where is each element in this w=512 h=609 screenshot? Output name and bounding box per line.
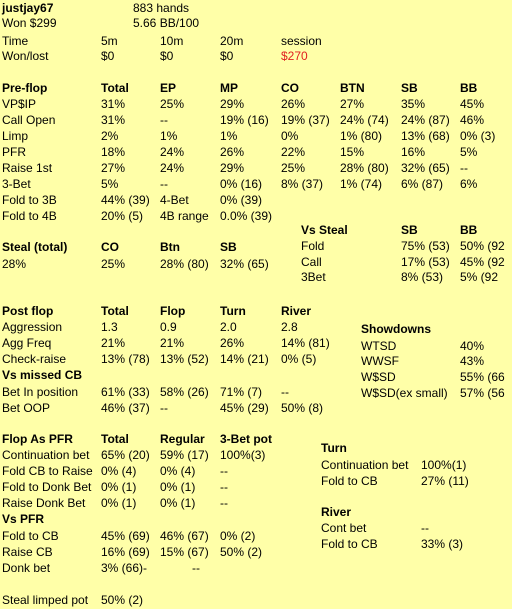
stat-value: 45% xyxy=(460,97,485,111)
stat-value: 28% xyxy=(2,257,27,271)
stat-value: 13% (52) xyxy=(160,352,209,366)
preflop-col-sb: SB xyxy=(401,81,418,95)
stat-label: Bet In position xyxy=(2,385,79,399)
stat-label: Fold xyxy=(301,239,325,253)
stat-value: 65% (20) xyxy=(101,448,150,462)
wonlost-label: Won/lost xyxy=(2,49,49,63)
stat-label: 3Bet xyxy=(301,270,326,284)
stat-value: 61% (33) xyxy=(101,385,150,399)
stat-value: 13% (78) xyxy=(101,352,150,366)
stat-value: 2.0 xyxy=(220,320,237,334)
stat-value: -- xyxy=(421,521,429,535)
postflop-col-turn: Turn xyxy=(220,304,246,318)
steal-col-sb: SB xyxy=(220,240,237,254)
stat-value: 29% xyxy=(220,161,245,175)
stat-value: 40% xyxy=(460,339,485,353)
stat-label: Aggression xyxy=(2,320,63,334)
stat-value: 100%(3) xyxy=(220,448,266,462)
stat-label: W$SD(ex small) xyxy=(361,386,448,400)
stat-value: 0% (3) xyxy=(460,129,496,143)
stat-value: 0% (16) xyxy=(220,177,263,191)
stat-value: 5% xyxy=(101,177,119,191)
stat-label: Agg Freq xyxy=(2,336,52,350)
stat-value: 45% (69) xyxy=(101,529,150,543)
stat-value: 27% xyxy=(101,161,126,175)
stat-label: Raise CB xyxy=(2,545,53,559)
stat-value: 27% xyxy=(340,97,365,111)
time-5m: 5m xyxy=(101,34,118,48)
stat-value: 24% (87) xyxy=(401,113,450,127)
stat-value: 45% (29) xyxy=(220,401,269,415)
preflop-col-bb: BB xyxy=(460,81,478,95)
stat-value: 16% (69) xyxy=(101,545,150,559)
vs-steal-col-sb: SB xyxy=(401,223,418,237)
time-session: session xyxy=(281,34,322,48)
stat-value: 31% xyxy=(101,113,126,127)
stat-value: 24% xyxy=(160,161,185,175)
wonlost-session: $270 xyxy=(281,49,308,63)
stat-value: 26% xyxy=(220,336,245,350)
stat-value: 44% (39) xyxy=(101,193,150,207)
stat-value: 15% xyxy=(340,145,365,159)
stat-value: 0% (1) xyxy=(101,480,137,494)
stat-label: Fold to 3B xyxy=(2,193,57,207)
stat-value: 8% (53) xyxy=(401,270,444,284)
stat-label: 4B range xyxy=(160,209,209,223)
stat-value: 50% (2) xyxy=(220,545,263,559)
stat-value: 14% (81) xyxy=(281,336,330,350)
stat-value: 75% (53) xyxy=(401,239,450,253)
stat-value: -- xyxy=(281,385,289,399)
stat-value: 21% xyxy=(101,336,126,350)
stat-value: 8% (37) xyxy=(281,177,324,191)
stat-value: -- xyxy=(220,464,228,478)
stat-value: 50% (8) xyxy=(281,401,324,415)
stat-label: W$SD xyxy=(361,370,396,384)
stat-label: Raise 1st xyxy=(2,161,53,175)
stat-label: 3-Bet xyxy=(2,177,31,191)
preflop-col-co: CO xyxy=(281,81,299,95)
stat-value: 18% xyxy=(101,145,126,159)
stat-label: Cont bet xyxy=(321,521,367,535)
stat-value: 46% xyxy=(460,113,485,127)
stat-value: 58% (26) xyxy=(160,385,209,399)
postflop-col-flop: Flop xyxy=(160,304,186,318)
stat-value: 14% (21) xyxy=(220,352,269,366)
preflop-col-total: Total xyxy=(101,81,129,95)
stat-value: 1% xyxy=(220,129,238,143)
postflop-col-total: Total xyxy=(101,304,129,318)
preflop-header: Pre-flop xyxy=(2,81,48,95)
river-title: River xyxy=(321,505,352,519)
stat-value: 46% (37) xyxy=(101,401,150,415)
stat-label: Raise Donk Bet xyxy=(2,496,86,510)
stat-value: -- xyxy=(160,401,168,415)
hands-count: 883 hands xyxy=(133,1,190,15)
flop-pfr-col-3bet: 3-Bet pot xyxy=(220,432,272,446)
stat-value: 0% (5) xyxy=(281,352,317,366)
stat-value: 0% (1) xyxy=(101,496,137,510)
stat-value: 27% (11) xyxy=(421,474,469,488)
vs-steal-title: Vs Steal xyxy=(301,223,348,237)
stat-value: 0% (39) xyxy=(220,193,263,207)
stat-value: -- xyxy=(160,113,168,127)
vs-pfr-title: Vs PFR xyxy=(2,512,45,526)
vs-missed-cb-title: Vs missed CB xyxy=(2,368,83,382)
stat-value: 15% (67) xyxy=(160,545,209,559)
stat-value: 46% (67) xyxy=(160,529,209,543)
stat-label: Donk bet xyxy=(2,561,51,575)
stat-label: Fold to 4B xyxy=(2,209,57,223)
stat-value: 0% (2) xyxy=(220,529,256,543)
time-label: Time xyxy=(2,34,29,48)
stat-value: 22% xyxy=(281,145,306,159)
stat-value: 24% (74) xyxy=(340,113,389,127)
stat-value: 55% (66 xyxy=(460,370,505,384)
stat-value: 59% (17) xyxy=(160,448,209,462)
stat-label: Call xyxy=(301,255,322,269)
stat-value: 0% (4) xyxy=(101,464,137,478)
turn-title: Turn xyxy=(321,441,347,455)
stat-value: -- xyxy=(460,161,468,175)
stat-value: 0% (1) xyxy=(160,496,196,510)
stat-value: 35% xyxy=(401,97,426,111)
stat-value: 21% xyxy=(160,336,185,350)
stat-label: Fold to CB xyxy=(321,537,378,551)
stat-value: 6% xyxy=(460,177,478,191)
stat-value: 43% xyxy=(460,354,485,368)
stat-value: 20% (5) xyxy=(101,209,144,223)
stat-value: 25% xyxy=(281,161,306,175)
stat-value: 0% xyxy=(281,129,299,143)
stat-value: 25% xyxy=(160,97,185,111)
stat-label: Fold CB to Raise xyxy=(2,464,93,478)
postflop-header: Post flop xyxy=(2,304,54,318)
stat-label: WWSF xyxy=(361,354,399,368)
stat-label: Fold to CB xyxy=(321,474,378,488)
flop-pfr-header: Flop As PFR xyxy=(2,432,73,446)
flop-pfr-col-total: Total xyxy=(101,432,129,446)
stat-value: 0% (4) xyxy=(160,464,196,478)
stat-value: 1.3 xyxy=(101,320,118,334)
wonlost-10m: $0 xyxy=(160,49,174,63)
won-total: Won $299 xyxy=(2,16,57,30)
stat-label: 4-Bet xyxy=(160,193,189,207)
showdowns-title: Showdowns xyxy=(361,322,431,336)
stat-value: 13% (68) xyxy=(401,129,450,143)
stat-value: 28% (80) xyxy=(160,257,209,271)
stat-label: Limp xyxy=(2,129,29,143)
stat-value: 16% xyxy=(401,145,426,159)
stat-value: 2.8 xyxy=(281,320,298,334)
stat-value: 25% xyxy=(101,257,126,271)
stat-value: 31% xyxy=(101,97,126,111)
stat-value: 100%(1) xyxy=(421,458,467,472)
wonlost-20m: $0 xyxy=(220,49,234,63)
stat-value: 19% (16) xyxy=(220,113,269,127)
stat-value: 29% xyxy=(220,97,245,111)
steal-limped-label: Steal limped pot xyxy=(2,593,89,607)
stat-label: Check-raise xyxy=(2,352,67,366)
stat-value: 0% (1) xyxy=(160,480,196,494)
stat-value: 5% xyxy=(460,145,478,159)
stat-label: Fold to Donk Bet xyxy=(2,480,92,494)
wonlost-5m: $0 xyxy=(101,49,115,63)
steal-col-co: CO xyxy=(101,240,119,254)
stat-value: -- xyxy=(160,177,168,191)
preflop-col-ep: EP xyxy=(160,81,177,95)
stat-value: 26% xyxy=(281,97,306,111)
player-name: justjay67 xyxy=(2,1,54,15)
stat-value: -- xyxy=(220,496,228,510)
stat-label: Call Open xyxy=(2,113,56,127)
stat-value: 32% (65) xyxy=(401,161,450,175)
stat-value: 71% (7) xyxy=(220,385,263,399)
stat-value: 0.0% (39) xyxy=(220,209,273,223)
stat-value: 0.9 xyxy=(160,320,177,334)
preflop-col-mp: MP xyxy=(220,81,238,95)
time-10m: 10m xyxy=(160,34,184,48)
stat-value: 1% xyxy=(160,129,178,143)
stat-value: 1% (80) xyxy=(340,129,383,143)
stat-value: 1% (74) xyxy=(340,177,383,191)
bb-per-100: 5.66 BB/100 xyxy=(133,16,200,30)
stat-label: Continuation bet xyxy=(2,448,90,462)
time-20m: 20m xyxy=(220,34,244,48)
postflop-col-river: River xyxy=(281,304,312,318)
stat-label: Continuation bet xyxy=(321,458,409,472)
steal-title: Steal (total) xyxy=(2,240,68,254)
stat-value: 24% xyxy=(160,145,185,159)
stat-value: 57% (56 xyxy=(460,386,505,400)
stat-value: 26% xyxy=(220,145,245,159)
steal-limped-value: 50% (2) xyxy=(101,593,144,607)
vs-steal-col-bb: BB xyxy=(460,223,478,237)
stat-label: Fold to CB xyxy=(2,529,59,543)
stat-label: VP$IP xyxy=(2,97,37,111)
stat-value: -- xyxy=(220,480,228,494)
stat-value: 28% (80) xyxy=(340,161,389,175)
steal-col-btn: Btn xyxy=(160,240,180,254)
stat-value: 19% (37) xyxy=(281,113,330,127)
stat-value: 32% (65) xyxy=(220,257,269,271)
stat-value: 45% (92 xyxy=(460,255,505,269)
stat-value: 17% (53) xyxy=(401,255,450,269)
stat-label: PFR xyxy=(2,145,26,159)
stat-label: Bet OOP xyxy=(2,401,51,415)
stat-value: 2% xyxy=(101,129,119,143)
stat-value: 3% (66)- xyxy=(101,561,148,575)
flop-pfr-col-regular: Regular xyxy=(160,432,205,446)
preflop-col-btn: BTN xyxy=(340,81,365,95)
stat-value: 6% (87) xyxy=(401,177,444,191)
stat-value: -- xyxy=(192,561,200,575)
stat-value: 50% (92 xyxy=(460,239,505,253)
stat-value: 33% (3) xyxy=(421,537,464,551)
stat-label: WTSD xyxy=(361,339,397,353)
stat-value: 5% (92 xyxy=(460,270,499,284)
